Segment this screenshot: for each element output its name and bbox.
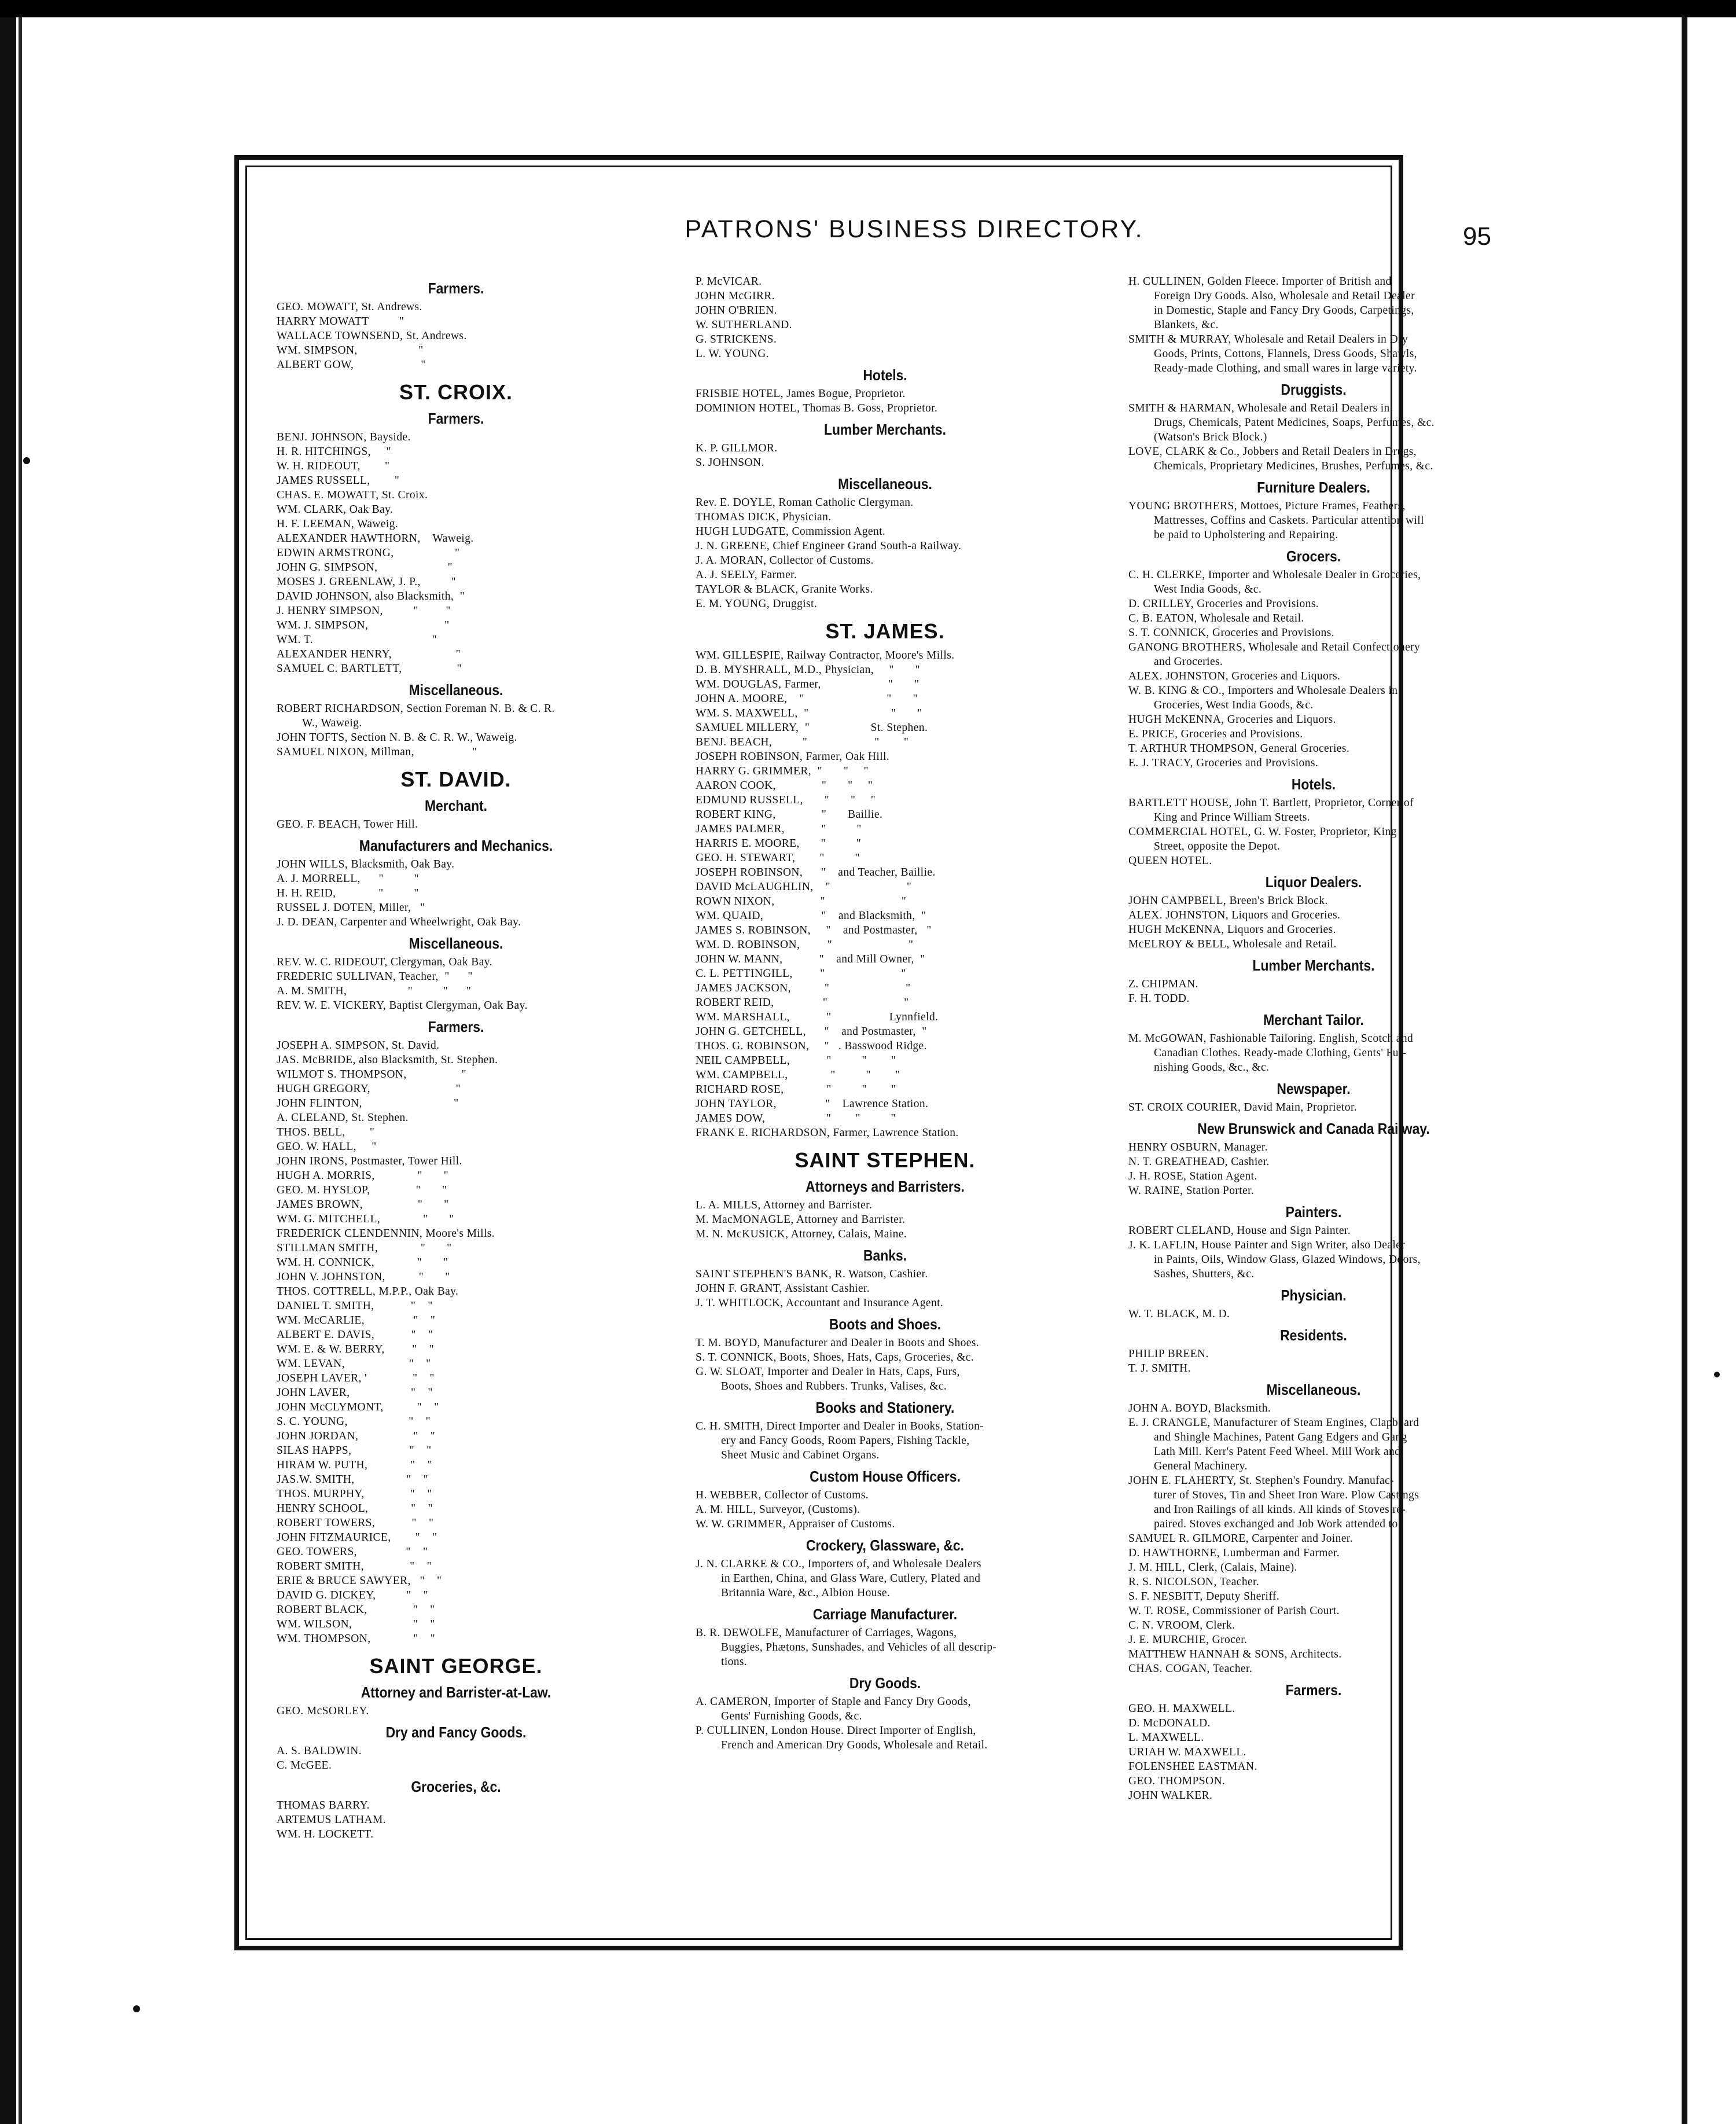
scan-top-border <box>0 0 1736 17</box>
directory-entry: King and Prince William Streets. <box>1154 811 1310 824</box>
category-heading: Druggists. <box>1281 381 1347 398</box>
directory-entry: WALLACE TOWNSEND, St. Andrews. <box>277 330 467 342</box>
directory-entry: Blankets, &c. <box>1154 319 1219 331</box>
directory-entry: JOHN WALKER. <box>1128 1789 1213 1802</box>
directory-entry: WM. THOMPSON, " " <box>277 1633 436 1645</box>
directory-entry: JOSEPH A. SIMPSON, St. David. <box>277 1039 440 1052</box>
directory-entry: COMMERCIAL HOTEL, G. W. Foster, Proprietor, King <box>1128 826 1397 838</box>
directory-entry: WM. LEVAN, " " <box>277 1358 431 1370</box>
directory-entry: A. M. HILL, Surveyor, (Customs). <box>696 1504 860 1516</box>
directory-entry: ROBERT BLACK, " " <box>277 1604 435 1616</box>
directory-entry: WM. H. LOCKETT. <box>277 1828 374 1840</box>
category-heading: Lumber Merchants. <box>1252 957 1375 974</box>
directory-entry: GEO. MOWATT, St. Andrews. <box>277 301 422 313</box>
directory-entry: G. STRICKENS. <box>696 333 777 346</box>
category-heading: Attorney and Barrister-at-Law. <box>361 1684 551 1701</box>
category-heading: Miscellaneous. <box>838 475 932 493</box>
directory-column-left <box>277 274 635 1842</box>
directory-entry: WM. T. " <box>277 634 437 646</box>
directory-entry: FREDERIC SULLIVAN, Teacher, " " <box>277 971 473 983</box>
directory-entry: J. E. MURCHIE, Grocer. <box>1128 1634 1248 1646</box>
directory-entry: Sheet Music and Cabinet Organs. <box>721 1449 880 1461</box>
directory-entry: Lath Mill. Kerr's Patent Feed Wheel. Mill Work and <box>1154 1446 1401 1458</box>
directory-entry: C. L. PETTINGILL, " " <box>696 968 906 980</box>
directory-entry: JAMES JACKSON, " " <box>696 982 911 994</box>
directory-entry: SMITH & MURRAY, Wholesale and Retail Dealers in Dry <box>1128 333 1408 346</box>
category-heading: Liquor Dealers. <box>1265 873 1362 891</box>
directory-entry: West India Goods, &c. <box>1154 583 1262 596</box>
directory-entry: JAMES RUSSELL, " <box>277 475 400 487</box>
directory-entry: S. T. CONNICK, Groceries and Provisions. <box>1128 627 1334 639</box>
directory-entry: A. J. MORRELL, " " <box>277 873 419 885</box>
directory-entry: SAMUEL NIXON, Millman, " <box>277 746 477 758</box>
directory-entry: Boots, Shoes and Rubbers. Trunks, Valises, &c. <box>721 1380 947 1392</box>
directory-entry: WM. GILLESPIE, Railway Contractor, Moore's Mills. <box>696 649 955 662</box>
directory-entry: S. JOHNSON. <box>696 457 764 469</box>
directory-entry: GEO. H. MAXWELL. <box>1128 1703 1235 1715</box>
scan-speck <box>1714 1372 1720 1377</box>
directory-entry: JOHN IRONS, Postmaster, Tower Hill. <box>277 1155 462 1167</box>
directory-entry: D. B. MYSHRALL, M.D., Physician, " " <box>696 664 921 676</box>
directory-entry: General Machinery. <box>1154 1460 1248 1472</box>
scan-binding-shadow <box>19 17 22 2124</box>
directory-entry: S. F. NESBITT, Deputy Sheriff. <box>1128 1590 1280 1603</box>
directory-entry: JOHN JORDAN, " " <box>277 1430 436 1442</box>
directory-entry: R. S. NICOLSON, Teacher. <box>1128 1576 1260 1588</box>
directory-entry: HARRIS E. MOORE, " " <box>696 837 862 850</box>
directory-entry: WILMOT S. THOMPSON, " <box>277 1068 466 1081</box>
directory-entry: in Paints, Oils, Window Glass, Glazed Windows, Doors, <box>1154 1254 1421 1266</box>
town-heading: SAINT STEPHEN. <box>795 1148 976 1172</box>
directory-entry: French and American Dry Goods, Wholesale and Retail. <box>721 1739 988 1751</box>
directory-entry: H. F. LEEMAN, Waweig. <box>277 518 399 530</box>
directory-entry: REV. W. E. VICKERY, Baptist Clergyman, Oak Bay. <box>277 999 528 1012</box>
directory-entry: HUGH LUDGATE, Commission Agent. <box>696 526 886 538</box>
category-heading: Boots and Shoes. <box>829 1315 941 1333</box>
directory-entry: ROBERT REID, " " <box>696 997 909 1009</box>
directory-entry: H. R. HITCHINGS, " <box>277 446 391 458</box>
directory-entry: be paid to Upholstering and Repairing. <box>1154 529 1338 541</box>
directory-entry: G. W. SLOAT, Importer and Dealer in Hats, Caps, Furs, <box>696 1366 960 1378</box>
category-heading: Dry Goods. <box>849 1674 921 1692</box>
directory-entry: JOHN A. MOORE, " " " <box>696 693 918 705</box>
directory-entry: K. P. GILLMOR. <box>696 442 778 454</box>
directory-entry: T. ARTHUR THOMPSON, General Groceries. <box>1128 743 1350 755</box>
directory-entry: J. T. WHITLOCK, Accountant and Insurance Agent. <box>696 1297 944 1309</box>
directory-entry: JOHN FLINTON, " <box>277 1097 459 1109</box>
scan-speck <box>23 457 30 464</box>
directory-entry: JAS. McBRIDE, also Blacksmith, St. Stephen. <box>277 1054 498 1066</box>
category-heading: Miscellaneous. <box>409 681 503 699</box>
directory-entry: S. C. YOUNG, " " <box>277 1416 431 1428</box>
directory-entry: J. H. ROSE, Station Agent. <box>1128 1170 1257 1182</box>
directory-entry: FRANK E. RICHARDSON, Farmer, Lawrence Station. <box>696 1127 959 1139</box>
directory-entry: THOMAS DICK, Physician. <box>696 511 832 523</box>
directory-column-right <box>1128 274 1499 1803</box>
directory-entry: JOHN McGIRR. <box>696 290 775 302</box>
directory-entry: MOSES J. GREENLAW, J. P., " <box>277 576 456 588</box>
directory-entry: WM. S. MAXWELL, " " " <box>696 707 922 719</box>
category-heading: Lumber Merchants. <box>823 421 947 438</box>
directory-entry: C. McGEE. <box>277 1759 332 1772</box>
category-heading: Furniture Dealers. <box>1257 479 1370 496</box>
directory-entry: ARTEMUS LATHAM. <box>277 1814 387 1826</box>
directory-entry: in Earthen, China, and Glass Ware, Cutlery, Plated and <box>721 1572 981 1585</box>
directory-entry: Groceries, West India Goods, &c. <box>1154 699 1314 711</box>
directory-entry: Z. CHIPMAN. <box>1128 978 1198 990</box>
category-heading: Merchant Tailor. <box>1263 1011 1364 1028</box>
directory-entry: D. McDONALD. <box>1128 1717 1211 1729</box>
directory-entry: P. McVICAR. <box>696 275 762 288</box>
directory-entry: J. N. GREENE, Chief Engineer Grand South-a Railway. <box>696 540 962 552</box>
page-title: PATRONS' BUSINESS DIRECTORY. <box>685 215 1144 243</box>
directory-entry: B. R. DEWOLFE, Manufacturer of Carriages, Wagons, <box>696 1627 957 1639</box>
directory-entry: A. CAMERON, Importer of Staple and Fancy Dry Goods, <box>696 1696 971 1708</box>
directory-entry: Buggies, Phætons, Sunshades, and Vehicles of all descrip- <box>721 1641 997 1653</box>
town-heading: SAINT GEORGE. <box>369 1654 543 1678</box>
directory-entry: H. WEBBER, Collector of Customs. <box>696 1489 869 1501</box>
category-heading: Hotels. <box>863 366 907 384</box>
directory-entry: NEIL CAMPBELL, " " " <box>696 1054 896 1067</box>
directory-entry: J. M. HILL, Clerk, (Calais, Maine). <box>1128 1561 1297 1574</box>
category-heading: Miscellaneous. <box>1266 1381 1361 1398</box>
directory-entry: WM. WILSON, " " <box>277 1618 435 1630</box>
directory-entry: JOSEPH ROBINSON, " and Teacher, Baillie. <box>696 866 936 879</box>
directory-entry: SILAS HAPPS, " " <box>277 1445 432 1457</box>
directory-entry: THOMAS BARRY. <box>277 1799 370 1811</box>
directory-entry: JOHN McCLYMONT, " " <box>277 1401 439 1413</box>
directory-entry: T. J. SMITH. <box>1128 1362 1191 1375</box>
directory-entry: JOHN LAVER, " " <box>277 1387 433 1399</box>
directory-entry: DAVID JOHNSON, also Blacksmith, " <box>277 590 465 602</box>
directory-entry: LOVE, CLARK & Co., Jobbers and Retail Dealers in Drugs, <box>1128 446 1417 458</box>
directory-entry: Sashes, Shutters, &c. <box>1154 1268 1255 1280</box>
directory-entry: Gents' Furnishing Goods, &c. <box>721 1710 862 1722</box>
directory-entry: W. RAINE, Station Porter. <box>1128 1185 1255 1197</box>
directory-entry: A. J. SEELY, Farmer. <box>696 569 797 581</box>
scan-binding-edge <box>0 17 16 2124</box>
directory-entry: WM. MARSHALL, " Lynnfield. <box>696 1011 939 1023</box>
directory-entry: JOHN O'BRIEN. <box>696 304 777 317</box>
directory-entry: HENRY OSBURN, Manager. <box>1128 1141 1268 1153</box>
directory-entry: ERIE & BRUCE SAWYER, " " <box>277 1575 442 1587</box>
category-heading: Books and Stationery. <box>815 1399 955 1416</box>
category-heading: Residents. <box>1280 1326 1347 1344</box>
directory-entry: HIRAM W. PUTH, " " <box>277 1459 432 1471</box>
directory-entry: D. HAWTHORNE, Lumberman and Farmer. <box>1128 1547 1340 1559</box>
directory-entry: JOHN CAMPBELL, Breen's Brick Block. <box>1128 895 1328 907</box>
directory-entry: Canadian Clothes. Ready-made Clothing, Gents' Fur- <box>1154 1047 1407 1059</box>
directory-entry: HUGH GREGORY, " <box>277 1083 461 1095</box>
category-heading: Farmers. <box>428 410 484 427</box>
scan-speck <box>133 2005 140 2012</box>
directory-entry: THOS. BELL, " <box>277 1126 375 1138</box>
directory-entry: ALBERT E. DAVIS, " " <box>277 1329 433 1341</box>
directory-entry: ALEXANDER HAWTHORN, Waweig. <box>277 532 474 545</box>
directory-entry: GEO. W. HALL, " <box>277 1141 377 1153</box>
directory-entry: F. H. TODD. <box>1128 993 1190 1005</box>
directory-entry: HUGH A. MORRIS, " " <box>277 1170 449 1182</box>
category-heading: Farmers. <box>428 280 484 297</box>
directory-entry: W. B. KING & CO., Importers and Wholesale Dealers in <box>1128 685 1398 697</box>
directory-entry: C. B. EATON, Wholesale and Retail. <box>1128 612 1304 624</box>
directory-entry: JAMES S. ROBINSON, " and Postmaster, " <box>696 924 932 936</box>
category-heading: Grocers. <box>1286 547 1341 565</box>
directory-entry: SAINT STEPHEN'S BANK, R. Watson, Cashier. <box>696 1268 928 1280</box>
directory-entry: W. T. BLACK, M. D. <box>1128 1308 1230 1320</box>
directory-entry: N. T. GREATHEAD, Cashier. <box>1128 1156 1270 1168</box>
town-heading: ST. DAVID. <box>400 767 512 791</box>
directory-entry: JOSEPH ROBINSON, Farmer, Oak Hill. <box>696 751 890 763</box>
directory-entry: S. T. CONNICK, Boots, Shoes, Hats, Caps, Groceries, &c. <box>696 1351 974 1364</box>
directory-entry: DAVID G. DICKEY, " " <box>277 1589 429 1601</box>
directory-entry: WM. J. SIMPSON, " <box>277 619 450 631</box>
directory-entry: GANONG BROTHERS, Wholesale and Retail Confectionery <box>1128 641 1421 653</box>
directory-entry: WM. QUAID, " and Blacksmith, " <box>696 910 926 922</box>
directory-entry: L. A. MILLS, Attorney and Barrister. <box>696 1199 873 1211</box>
directory-entry: JOHN F. GRANT, Assistant Cashier. <box>696 1283 870 1295</box>
category-heading: Groceries, &c. <box>411 1778 501 1795</box>
directory-entry: J. K. LAFLIN, House Painter and Sign Writer, also Dealer <box>1128 1239 1406 1251</box>
directory-entry: QUEEN HOTEL. <box>1128 855 1212 867</box>
category-heading: Crockery, Glassware, &c. <box>806 1537 965 1554</box>
directory-entry: BARTLETT HOUSE, John T. Bartlett, Proprietor, Corner of <box>1128 797 1414 809</box>
directory-entry: SMITH & HARMAN, Wholesale and Retail Dealers in <box>1128 402 1390 414</box>
directory-entry: and Iron Railings of all kinds. All kinds of Stoves re- <box>1154 1504 1406 1516</box>
directory-entry: RICHARD ROSE, " " " <box>696 1083 896 1096</box>
category-heading: Banks. <box>863 1247 907 1264</box>
directory-entry: JOSEPH LAVER, ' " " <box>277 1372 435 1384</box>
directory-entry: DOMINION HOTEL, Thomas B. Goss, Proprietor. <box>696 402 938 414</box>
directory-entry: M. N. McKUSICK, Attorney, Calais, Maine. <box>696 1228 907 1240</box>
category-heading: Hotels. <box>1291 776 1336 793</box>
directory-entry: nishing Goods, &c., &c. <box>1154 1061 1270 1074</box>
directory-entry: L. W. YOUNG. <box>696 348 770 360</box>
directory-entry: JOHN V. JOHNSTON, " " <box>277 1271 450 1283</box>
directory-entry: ROBERT KING, " Baillie. <box>696 809 883 821</box>
category-heading: Farmers. <box>428 1018 484 1035</box>
category-heading: Custom House Officers. <box>810 1468 961 1485</box>
directory-entry: and Shingle Machines, Patent Gang Edgers and Gang <box>1154 1431 1407 1443</box>
directory-entry: BENJ. BEACH, " " " <box>696 736 909 748</box>
category-heading: Merchant. <box>424 797 488 814</box>
directory-entry: Chemicals, Proprietary Medicines, Brushes, Perfumes, &c. <box>1154 460 1433 472</box>
directory-entry: TAYLOR & BLACK, Granite Works. <box>696 583 873 596</box>
directory-entry: and Groceries. <box>1154 656 1223 668</box>
directory-entry: L. MAXWELL. <box>1128 1732 1204 1744</box>
directory-entry: DANIEL T. SMITH, " " <box>277 1300 433 1312</box>
directory-entry: turer of Stoves, Tin and Sheet Iron Ware. Plow Castings <box>1154 1489 1419 1501</box>
directory-entry: EDWIN ARMSTRONG, " <box>277 547 460 559</box>
town-heading: ST. CROIX. <box>399 380 513 404</box>
directory-entry: WM. G. MITCHELL, " " <box>277 1213 454 1225</box>
directory-entry: GEO. THOMPSON. <box>1128 1775 1226 1787</box>
directory-entry: P. CULLINEN, London House. Direct Importer of English, <box>696 1725 976 1737</box>
directory-entry: DAVID McLAUGHLIN, " " <box>696 881 912 893</box>
category-heading: New Brunswick and Canada Railway. <box>1197 1120 1430 1137</box>
directory-entry: H. CULLINEN, Golden Fleece. Importer of British and <box>1128 275 1392 288</box>
directory-entry: J. HENRY SIMPSON, " " <box>277 605 451 617</box>
directory-entry: D. CRILLEY, Groceries and Provisions. <box>1128 598 1319 610</box>
category-heading: Painters. <box>1285 1203 1342 1221</box>
directory-entry: AARON COOK, " " " <box>696 780 873 792</box>
directory-entry: EDMUND RUSSELL, " " " <box>696 794 876 806</box>
directory-entry: W. SUTHERLAND. <box>696 319 792 331</box>
directory-entry: HARRY MOWATT " <box>277 315 404 328</box>
directory-entry: C. H. SMITH, Direct Importer and Dealer in Books, Station- <box>696 1420 984 1432</box>
directory-entry: Street, opposite the Depot. <box>1154 840 1281 852</box>
category-heading: Farmers. <box>1285 1681 1342 1699</box>
directory-entry: A. S. BALDWIN. <box>277 1745 362 1757</box>
category-heading: Carriage Manufacturer. <box>812 1605 958 1623</box>
directory-entry: WM. DOUGLAS, Farmer, " " <box>696 678 920 690</box>
directory-entry: JOHN TAYLOR, " Lawrence Station. <box>696 1098 929 1110</box>
directory-entry: MATTHEW HANNAH & SONS, Architects. <box>1128 1648 1342 1660</box>
directory-entry: H. H. REID, " " <box>277 887 419 899</box>
directory-entry: Drugs, Chemicals, Patent Medicines, Soaps, Perfumes, &c. <box>1154 417 1435 429</box>
directory-entry: tions. <box>721 1656 748 1668</box>
directory-entry: A. CLELAND, St. Stephen. <box>277 1112 409 1124</box>
directory-entry: C. H. CLERKE, Importer and Wholesale Dealer in Groceries, <box>1128 569 1421 581</box>
directory-entry: HENRY SCHOOL, " " <box>277 1502 433 1515</box>
directory-entry: WM. CLARK, Oak Bay. <box>277 504 393 516</box>
category-heading: Dry and Fancy Goods. <box>385 1724 527 1741</box>
directory-entry: E. PRICE, Groceries and Provisions. <box>1128 728 1303 740</box>
directory-entry: JOHN W. MANN, " and Mill Owner, " <box>696 953 925 965</box>
directory-entry: JOHN G. SIMPSON, " <box>277 561 453 574</box>
directory-entry: JAS.W. SMITH, " " <box>277 1473 428 1486</box>
directory-entry: WM. D. ROBINSON, " " <box>696 939 914 951</box>
directory-entry: Britannia Ware, &c., Albion House. <box>721 1587 891 1599</box>
directory-entry: WM. McCARLIE, " " <box>277 1314 436 1326</box>
directory-entry: WM. E. & W. BERRY, " " <box>277 1343 435 1355</box>
directory-entry: THOS. COTTRELL, M.P.P., Oak Bay. <box>277 1285 459 1298</box>
directory-entry: ALBERT GOW, " <box>277 359 426 371</box>
directory-entry: E. J. TRACY, Groceries and Provisions. <box>1128 757 1319 769</box>
category-heading: Attorneys and Barristers. <box>806 1178 965 1195</box>
directory-entry: T. M. BOYD, Manufacturer and Dealer in Boots and Shoes. <box>696 1337 980 1349</box>
category-heading: Manufacturers and Mechanics. <box>359 837 553 854</box>
directory-entry: ALEXANDER HENRY, " <box>277 648 461 660</box>
directory-entry: ROBERT RICHARDSON, Section Foreman N. B. & C. R. <box>277 703 555 715</box>
directory-entry: W. H. RIDEOUT, " <box>277 460 390 472</box>
directory-entry: WM. SIMPSON, " <box>277 344 424 357</box>
directory-entry: in Domestic, Staple and Fancy Dry Goods, Carpetings, <box>1154 304 1414 317</box>
directory-entry: JOHN FITZMAURICE, " " <box>277 1531 437 1544</box>
directory-entry: ALEX. JOHNSTON, Liquors and Groceries. <box>1128 909 1341 921</box>
directory-entry: W. W. GRIMMER, Appraiser of Customs. <box>696 1518 895 1530</box>
directory-entry: URIAH W. MAXWELL. <box>1128 1746 1246 1758</box>
directory-entry: GEO. M. HYSLOP, " " <box>277 1184 447 1196</box>
directory-entry: ROWN NIXON, " " <box>696 895 907 907</box>
directory-entry: E. M. YOUNG, Druggist. <box>696 598 818 610</box>
directory-entry: McELROY & BELL, Wholesale and Retail. <box>1128 938 1337 950</box>
directory-entry: SAMUEL MILLERY, " St. Stephen. <box>696 722 928 734</box>
directory-entry: JAMES BROWN, " " <box>277 1199 449 1211</box>
directory-entry: JOHN G. GETCHELL, " and Postmaster, " <box>696 1026 927 1038</box>
directory-entry: ST. CROIX COURIER, David Main, Proprietor. <box>1128 1101 1358 1114</box>
directory-entry: ALEX. JOHNSTON, Groceries and Liquors. <box>1128 670 1341 682</box>
directory-entry: GEO. McSORLEY. <box>277 1705 369 1717</box>
directory-entry: WM. CAMPBELL, " " " <box>696 1069 900 1081</box>
directory-entry: JOHN WILLS, Blacksmith, Oak Bay. <box>277 858 455 870</box>
category-heading: Newspaper. <box>1277 1080 1351 1097</box>
directory-entry: JOHN A. BOYD, Blacksmith. <box>1128 1402 1271 1414</box>
category-heading: Miscellaneous. <box>409 935 503 952</box>
directory-entry: WM. H. CONNICK, " " <box>277 1256 448 1269</box>
directory-entry: JAMES DOW, " " " <box>696 1112 896 1125</box>
directory-entry: JOHN TOFTS, Section N. B. & C. R. W., Waweig. <box>277 732 517 744</box>
directory-entry: HUGH McKENNA, Groceries and Liquors. <box>1128 714 1336 726</box>
directory-entry: Mattresses, Coffins and Caskets. Particular attention will <box>1154 515 1424 527</box>
directory-entry: HARRY G. GRIMMER, " " " <box>696 765 869 777</box>
directory-entry: SAMUEL R. GILMORE, Carpenter and Joiner. <box>1128 1533 1353 1545</box>
directory-entry: JAMES PALMER, " " <box>696 823 862 835</box>
directory-entry: Foreign Dry Goods. Also, Wholesale and Retail Dealer <box>1154 290 1415 302</box>
directory-entry: A. M. SMITH, " " " <box>277 985 472 997</box>
directory-entry: THOS. MURPHY, " " <box>277 1488 432 1500</box>
directory-entry: HUGH McKENNA, Liquors and Groceries. <box>1128 924 1336 936</box>
directory-entry: GEO. F. BEACH, Tower Hill. <box>277 818 418 831</box>
directory-entry: ROBERT TOWERS, " " <box>277 1517 434 1529</box>
directory-entry: CHAS. E. MOWATT, St. Croix. <box>277 489 428 501</box>
directory-entry: CHAS. COGAN, Teacher. <box>1128 1663 1253 1675</box>
page-number: 95 <box>1463 222 1491 251</box>
directory-entry: GEO. TOWERS, " " <box>277 1546 428 1558</box>
directory-entry: FOLENSHEE EASTMAN. <box>1128 1761 1257 1773</box>
directory-entry: SAMUEL C. BARTLETT, " <box>277 663 462 675</box>
directory-entry: J. A. MORAN, Collector of Customs. <box>696 554 874 567</box>
directory-column-middle <box>696 274 1075 1752</box>
directory-entry: STILLMAN SMITH, " " <box>277 1242 452 1254</box>
directory-entry: M. McGOWAN, Fashionable Tailoring. English, Scotch and <box>1128 1032 1414 1045</box>
directory-entry: ROBERT SMITH, " " <box>277 1560 432 1572</box>
directory-entry: ROBERT CLELAND, House and Sign Painter. <box>1128 1225 1351 1237</box>
directory-entry: YOUNG BROTHERS, Mottoes, Picture Frames, Feathers, <box>1128 500 1406 512</box>
directory-entry: E. J. CRANGLE, Manufacturer of Steam Engines, Clapboard <box>1128 1417 1419 1429</box>
directory-entry: JOHN E. FLAHERTY, St. Stephen's Foundry. Manufac- <box>1128 1475 1395 1487</box>
directory-entry: M. MacMONAGLE, Attorney and Barrister. <box>696 1214 906 1226</box>
directory-entry: W. T. ROSE, Commissioner of Parish Court. <box>1128 1605 1340 1617</box>
directory-entry: Goods, Prints, Cottons, Flannels, Dress Goods, Shawls, <box>1154 348 1417 360</box>
directory-entry: Rev. E. DOYLE, Roman Catholic Clergyman. <box>696 497 914 509</box>
directory-entry: FRISBIE HOTEL, James Bogue, Proprietor. <box>696 388 906 400</box>
directory-entry: RUSSEL J. DOTEN, Miller, " <box>277 902 425 914</box>
directory-entry: J. N. CLARKE & CO., Importers of, and Wholesale Dealers <box>696 1558 981 1570</box>
directory-entry: J. D. DEAN, Carpenter and Wheelwright, Oak Bay. <box>277 916 521 928</box>
scan-right-edge <box>1682 17 1687 2124</box>
directory-entry: ery and Fancy Goods, Room Papers, Fishing Tackle, <box>721 1435 970 1447</box>
directory-entry: REV. W. C. RIDEOUT, Clergyman, Oak Bay. <box>277 956 492 968</box>
category-heading: Physician. <box>1281 1287 1347 1304</box>
directory-entry: (Watson's Brick Block.) <box>1154 431 1267 443</box>
directory-entry: GEO. H. STEWART, " " <box>696 852 860 864</box>
directory-entry: THOS. G. ROBINSON, " . Basswood Ridge. <box>696 1040 927 1052</box>
directory-entry: PHILIP BREEN. <box>1128 1348 1209 1360</box>
directory-entry: FREDERICK CLENDENNIN, Moore's Mills. <box>277 1228 495 1240</box>
directory-entry: Ready-made Clothing, and small wares in large variety. <box>1154 362 1417 374</box>
directory-entry: W., Waweig. <box>302 717 362 729</box>
directory-entry: BENJ. JOHNSON, Bayside. <box>277 431 411 443</box>
directory-entry: paired. Stoves exchanged and Job Work attended to. <box>1154 1518 1401 1530</box>
town-heading: ST. JAMES. <box>825 619 945 643</box>
directory-entry: C. N. VROOM, Clerk. <box>1128 1619 1235 1631</box>
